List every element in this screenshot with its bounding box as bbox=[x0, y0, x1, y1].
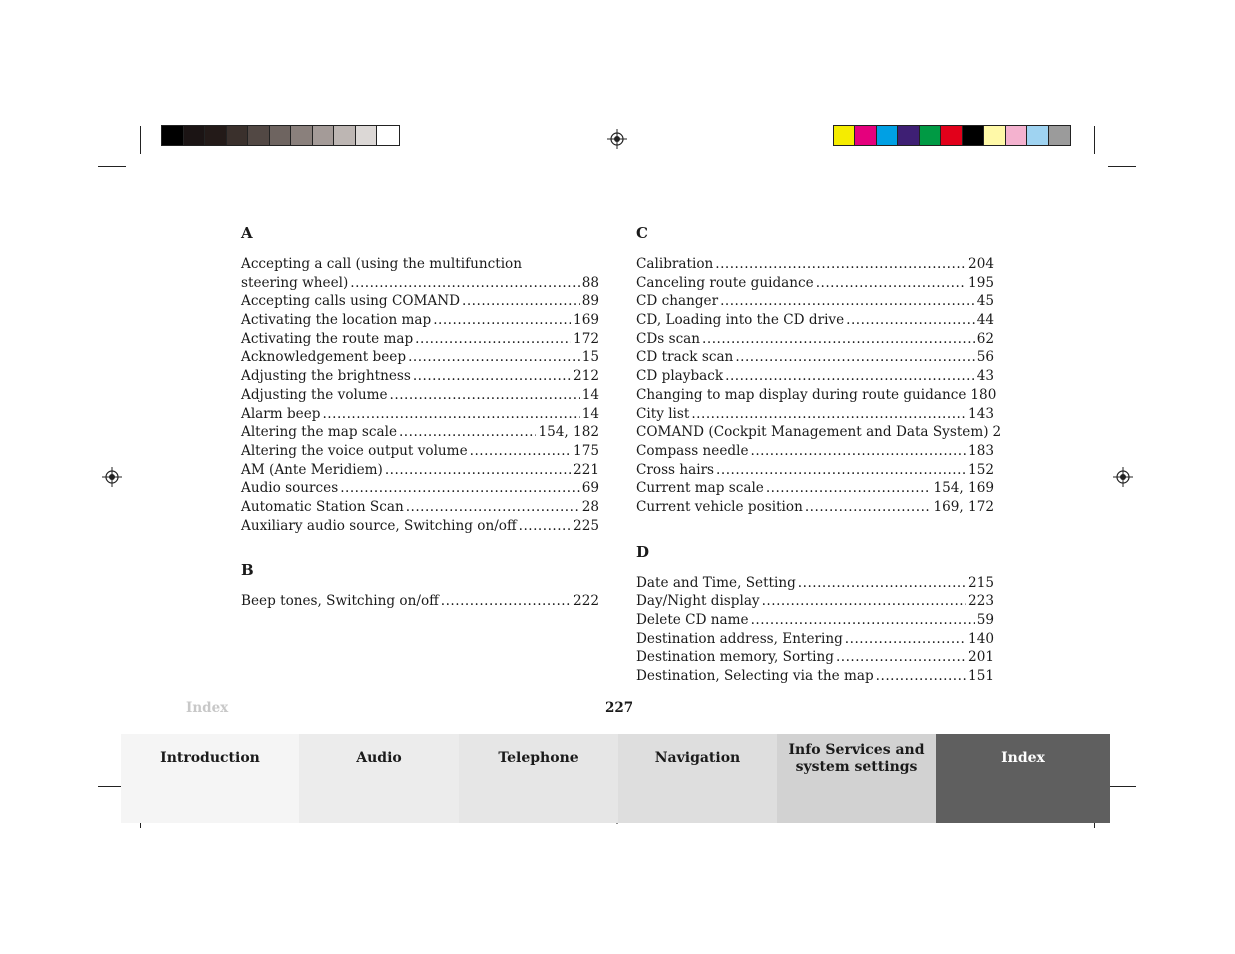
entry-page: 223 bbox=[968, 593, 994, 610]
entry-title: Accepting calls using COMAND bbox=[241, 293, 461, 310]
dot-leader bbox=[716, 461, 966, 480]
dot-leader bbox=[433, 311, 571, 330]
color-swatch bbox=[941, 126, 962, 145]
index-entry[interactable] bbox=[636, 423, 1002, 442]
crop-mark bbox=[140, 126, 141, 154]
entry-title: Calibration bbox=[636, 256, 714, 272]
index-entry[interactable] bbox=[636, 255, 994, 274]
color-swatch bbox=[248, 126, 270, 145]
entry-title: AM (Ante Meridiem) bbox=[241, 461, 383, 478]
entry-title: Alarm beep bbox=[241, 405, 321, 422]
entry-title: COMAND (Cockpit Management and Data System) bbox=[636, 424, 989, 441]
dot-leader bbox=[725, 367, 975, 386]
index-entry[interactable] bbox=[241, 442, 599, 461]
dot-leader bbox=[441, 592, 571, 611]
entry-page: 151 bbox=[968, 668, 994, 685]
dot-leader bbox=[470, 442, 571, 461]
tab-navigation[interactable] bbox=[618, 734, 777, 823]
entry-page: 183 bbox=[968, 442, 994, 459]
dot-leader bbox=[762, 592, 966, 611]
entry-title: Acknowledgement beep bbox=[241, 349, 407, 366]
tab-label: Index bbox=[1001, 750, 1045, 766]
tab-label: Navigation bbox=[654, 750, 741, 766]
tab-label-line: system settings bbox=[795, 759, 918, 775]
entry-page: 169 bbox=[573, 312, 599, 329]
entry-page: 45 bbox=[976, 293, 994, 310]
index-column-right bbox=[636, 224, 1002, 686]
section-letter: C bbox=[636, 224, 648, 242]
entry-title: CD playback bbox=[636, 368, 724, 385]
entry-page: 89 bbox=[581, 293, 599, 310]
dot-leader bbox=[691, 405, 966, 424]
tab-introduction[interactable] bbox=[121, 734, 299, 823]
crop-mark bbox=[98, 166, 126, 167]
dot-leader bbox=[751, 442, 967, 461]
index-entry[interactable] bbox=[241, 367, 599, 386]
entry-title: Compass needle bbox=[636, 442, 749, 459]
color-swatch bbox=[1006, 126, 1027, 145]
dot-leader bbox=[766, 479, 932, 498]
dot-leader bbox=[735, 348, 974, 367]
entry-page: 2 bbox=[992, 424, 1002, 441]
dot-leader bbox=[385, 461, 571, 480]
entry-page: 44 bbox=[976, 312, 994, 329]
color-swatch bbox=[205, 126, 227, 145]
entry-page: 172 bbox=[573, 330, 599, 347]
chapter-tabs bbox=[121, 734, 1110, 823]
index-entry[interactable] bbox=[636, 442, 994, 461]
entry-page: 180 bbox=[970, 386, 997, 403]
entry-page: 215 bbox=[968, 574, 994, 591]
color-swatch bbox=[334, 126, 356, 145]
color-swatch bbox=[356, 126, 378, 145]
index-entry[interactable] bbox=[241, 498, 599, 517]
color-swatch bbox=[855, 126, 876, 145]
index-entry[interactable] bbox=[241, 405, 599, 424]
index-entry[interactable] bbox=[241, 461, 599, 480]
section-letter: D bbox=[636, 542, 650, 561]
tab-audio[interactable] bbox=[299, 734, 459, 823]
grayscale-calibration-bar bbox=[161, 125, 400, 146]
entry-title: Current vehicle position bbox=[636, 498, 803, 515]
dot-leader bbox=[845, 630, 966, 649]
index-entry[interactable] bbox=[636, 479, 994, 498]
color-swatch bbox=[1049, 126, 1070, 145]
entry-title: steering wheel) bbox=[241, 274, 349, 291]
tab-telephone[interactable] bbox=[459, 734, 618, 823]
index-entry[interactable] bbox=[636, 330, 994, 349]
entry-title: Canceling route guidance bbox=[636, 274, 814, 291]
dot-leader bbox=[340, 479, 580, 498]
index-entry[interactable] bbox=[241, 423, 599, 442]
entry-title: Date and Time, Setting bbox=[636, 574, 796, 591]
entry-title: Delete CD name bbox=[636, 612, 749, 628]
entry-page: 28 bbox=[581, 498, 599, 515]
crop-mark bbox=[1108, 166, 1136, 167]
dot-leader bbox=[462, 292, 580, 311]
index-entry[interactable] bbox=[241, 274, 599, 293]
color-swatch bbox=[291, 126, 313, 145]
entry-page: 143 bbox=[968, 405, 994, 422]
index-entry[interactable] bbox=[241, 330, 599, 349]
color-swatch bbox=[898, 126, 919, 145]
index-entry[interactable] bbox=[241, 255, 599, 274]
entry-page: 222 bbox=[573, 593, 599, 610]
entry-page: 212 bbox=[573, 368, 599, 385]
dot-leader bbox=[702, 330, 975, 349]
entry-title: CD track scan bbox=[636, 349, 734, 366]
dot-leader bbox=[798, 574, 966, 593]
entry-title: Automatic Station Scan bbox=[241, 498, 404, 515]
index-entry[interactable] bbox=[241, 592, 599, 611]
entry-title: Adjusting the brightness bbox=[241, 368, 411, 385]
crop-mark bbox=[1108, 786, 1136, 787]
dot-leader bbox=[816, 274, 966, 293]
color-swatch bbox=[184, 126, 206, 145]
dot-leader bbox=[805, 498, 932, 517]
entry-title: Destination address, Entering bbox=[636, 630, 843, 647]
entry-page: 15 bbox=[581, 349, 599, 366]
index-entry[interactable] bbox=[241, 517, 599, 536]
index-column-left bbox=[241, 224, 599, 611]
index-entry[interactable] bbox=[636, 592, 994, 611]
footer-section-label: Index bbox=[186, 700, 229, 716]
entry-title: Audio sources bbox=[241, 480, 339, 497]
index-entry[interactable] bbox=[636, 461, 994, 480]
entry-title: Cross hairs bbox=[636, 461, 715, 478]
entry-title: Activating the route map bbox=[241, 330, 414, 347]
crop-mark bbox=[1094, 126, 1095, 154]
entry-page: 14 bbox=[581, 386, 599, 403]
entry-title: Current map scale bbox=[636, 480, 764, 497]
entry-page: 175 bbox=[573, 442, 599, 459]
index-entry[interactable] bbox=[636, 611, 994, 630]
color-swatch bbox=[1027, 126, 1048, 145]
index-entry[interactable] bbox=[636, 292, 994, 311]
index-entry[interactable] bbox=[241, 311, 599, 330]
entry-page: 225 bbox=[573, 517, 599, 534]
dot-leader bbox=[751, 611, 975, 630]
color-calibration-bar bbox=[833, 125, 1071, 146]
entry-page: 88 bbox=[581, 274, 599, 291]
index-entry[interactable] bbox=[636, 367, 994, 386]
entry-page: 169, 172 bbox=[933, 498, 994, 515]
entry-page: 56 bbox=[976, 349, 994, 366]
dot-leader bbox=[406, 498, 580, 517]
entry-page: 154, 169 bbox=[933, 480, 994, 497]
entry-title: Altering the map scale bbox=[241, 424, 397, 441]
entry-title: Altering the voice output volume bbox=[241, 442, 468, 459]
color-swatch bbox=[984, 126, 1005, 145]
color-swatch bbox=[227, 126, 249, 145]
tab-info-services-and-system-settings[interactable] bbox=[777, 734, 936, 823]
entry-page: 154, 182 bbox=[538, 424, 599, 441]
tab-index[interactable] bbox=[936, 734, 1110, 823]
color-swatch bbox=[313, 126, 335, 145]
dot-leader bbox=[413, 367, 571, 386]
color-swatch bbox=[920, 126, 941, 145]
index-entry[interactable] bbox=[241, 479, 599, 498]
index-entry[interactable] bbox=[636, 667, 994, 686]
entry-title: Auxiliary audio source, Switching on/off bbox=[241, 517, 517, 534]
dot-leader bbox=[399, 423, 536, 442]
color-swatch bbox=[877, 126, 898, 145]
tab-label: Telephone bbox=[498, 750, 579, 766]
entry-title: Activating the location map bbox=[241, 312, 432, 329]
entry-page: 59 bbox=[976, 612, 994, 628]
index-entry[interactable] bbox=[636, 630, 994, 649]
entry-title: Adjusting the volume bbox=[241, 386, 388, 403]
index-entry[interactable] bbox=[636, 574, 994, 593]
entry-title: CD, Loading into the CD drive bbox=[636, 312, 845, 329]
index-entry[interactable] bbox=[241, 386, 599, 405]
entry-page: 43 bbox=[976, 368, 994, 385]
entry-title: Day/Night display bbox=[636, 593, 760, 610]
dot-leader bbox=[408, 348, 580, 367]
registration-mark-icon bbox=[1113, 467, 1133, 487]
index-entry[interactable] bbox=[636, 348, 994, 367]
entry-title: City list bbox=[636, 405, 690, 422]
index-entry[interactable] bbox=[636, 498, 994, 517]
color-swatch bbox=[377, 126, 399, 145]
dot-leader bbox=[415, 330, 571, 349]
entry-page: 221 bbox=[573, 461, 599, 478]
entry-page: 152 bbox=[968, 461, 994, 478]
index-entry[interactable] bbox=[636, 311, 994, 330]
entry-title: Beep tones, Switching on/off bbox=[241, 593, 439, 610]
dot-leader bbox=[720, 292, 975, 311]
entry-page: 195 bbox=[968, 274, 994, 291]
index-entry[interactable] bbox=[241, 348, 599, 367]
entry-page: 14 bbox=[581, 405, 599, 422]
entry-title: Accepting a call (using the multifunction bbox=[241, 256, 522, 272]
entry-page: 62 bbox=[976, 330, 994, 347]
entry-page: 204 bbox=[968, 256, 994, 272]
entry-title: Changing to map display during route guidance bbox=[636, 386, 967, 403]
page-number: 227 bbox=[605, 700, 634, 716]
section-letter: A bbox=[241, 224, 253, 242]
index-entry[interactable] bbox=[636, 274, 994, 293]
dot-leader bbox=[322, 405, 579, 424]
index-entry[interactable] bbox=[636, 648, 994, 667]
entry-title: Destination, Selecting via the map bbox=[636, 668, 874, 685]
entry-page: 140 bbox=[968, 630, 994, 647]
color-swatch bbox=[963, 126, 984, 145]
dot-leader bbox=[390, 386, 580, 405]
index-entry[interactable] bbox=[636, 386, 997, 405]
dot-leader bbox=[519, 517, 571, 536]
index-entry[interactable] bbox=[241, 292, 599, 311]
color-swatch bbox=[270, 126, 292, 145]
entry-title: Destination memory, Sorting bbox=[636, 649, 834, 666]
entry-page: 69 bbox=[581, 480, 599, 497]
registration-mark-icon bbox=[102, 467, 122, 487]
color-swatch bbox=[834, 126, 855, 145]
dot-leader bbox=[715, 255, 966, 274]
tab-label: Audio bbox=[356, 750, 402, 766]
section-letter: B bbox=[241, 561, 254, 580]
tab-label-line: Info Services and bbox=[788, 742, 925, 758]
dot-leader bbox=[836, 648, 966, 667]
entry-title: CDs scan bbox=[636, 330, 701, 347]
index-entry[interactable] bbox=[636, 405, 994, 424]
tab-label: Introduction bbox=[160, 750, 260, 766]
dot-leader bbox=[350, 274, 579, 293]
registration-mark-icon bbox=[607, 129, 627, 149]
dot-leader bbox=[846, 311, 975, 330]
color-swatch bbox=[162, 126, 184, 145]
entry-title: CD changer bbox=[636, 293, 719, 310]
dot-leader bbox=[876, 667, 966, 686]
entry-page: 201 bbox=[968, 649, 994, 666]
